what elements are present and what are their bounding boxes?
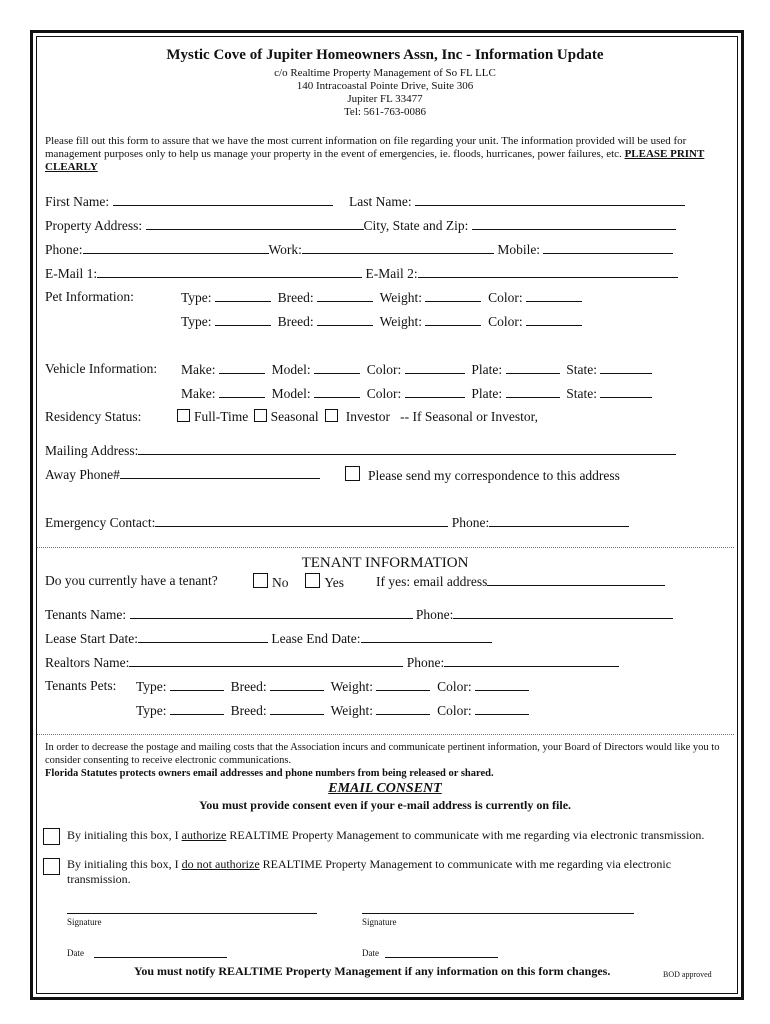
consent-subtitle: You must provide consent even if your e-mail address is currently on file. [198,798,572,812]
tenant-no-checkbox[interactable] [253,573,268,588]
vehicle2-model-field[interactable] [314,385,360,398]
tenant-pet1-weight-field[interactable] [376,678,430,691]
property-address-field[interactable] [146,217,364,230]
emergency-phone-field[interactable] [489,514,629,527]
date-label-2: Date [362,948,379,958]
tenant-section-title: TENANT INFORMATION [301,555,469,571]
pet-info-label: Pet Information: [45,289,134,304]
realtor-name-field[interactable] [129,654,403,667]
tenant-yes-no: No Yes [253,573,344,591]
city-state-zip-field[interactable] [472,217,676,230]
tenant-pet-row-2: Type: Breed: Weight: Color: [136,702,529,719]
last-name-row: Last Name: [349,193,685,210]
tenant-phone-field[interactable] [453,606,673,619]
pet-row-2: Type: Breed: Weight: Color: [181,313,582,330]
work-field[interactable] [302,241,494,254]
email-consent-title: EMAIL CONSENT [328,781,442,796]
pet1-weight-field[interactable] [425,289,481,302]
bod-approved: BOD approved [663,970,712,979]
first-name-field[interactable] [113,193,333,206]
tenant-pet1-type-field[interactable] [170,678,224,691]
date-line-2[interactable] [385,957,498,958]
residency-options: Full-Time Seasonal Investor -- If Seasonal or Investor, [177,409,538,425]
not-authorize-text: By initialing this box, I do not authorize REALTIME Property Management to communicate with me regarding via electronic transmission. [67,857,672,886]
authorize-initial-box[interactable] [43,828,60,845]
statute-notice: Florida Statutes protects owners email addresses and phone numbers from being released or shared. [45,768,494,779]
pet2-breed-field[interactable] [317,313,373,326]
realtors-row: Realtors Name: Phone: [45,654,619,671]
vehicle2-make-field[interactable] [219,385,265,398]
residency-label: Residency Status: [45,409,142,424]
vehicle-row-1: Make: Model: Color: Plate: State: [181,361,652,378]
date-line-1[interactable] [94,957,227,958]
vehicle1-color-field[interactable] [405,361,465,374]
lease-end-field[interactable] [361,630,492,643]
tenant-email-field[interactable] [487,573,665,586]
tenant-pet2-type-field[interactable] [170,702,224,715]
away-phone-field[interactable] [120,466,320,479]
signature-line-2[interactable] [362,913,634,914]
notify-footer: You must notify REALTIME Property Management if any information on this form changes. [134,964,611,978]
electronic-notice: In order to decrease the postage and mailing costs that the Association incurs and communicate pertinent information, your Board of Directors would like you to consider consenting to receive electronic communications. Florida Statutes protects owners email addresses and phone numbers from being released or shared. [45,742,720,779]
mailing-row: Mailing Address: [45,442,676,459]
realtor-phone-field[interactable] [444,654,619,667]
email2-field[interactable] [418,265,678,278]
vehicle1-plate-field[interactable] [506,361,560,374]
intro-text: Please fill out this form to assure that we have the most current information on file regarding your unit. The information provided will be used for management purposes only to help us manage your property in the event of emergencies, ie. floods, hurricanes, power failures, etc. PLEASE PRINT CLEARLY [45,135,705,173]
tenant-pet1-breed-field[interactable] [270,678,324,691]
first-name-row: First Name: [45,193,333,210]
away-phone-row: Away Phone# [45,466,320,483]
print-clearly: PLEASE PRINT CLEARLY [45,148,705,173]
emergency-contact-field[interactable] [155,514,448,527]
pet1-breed-field[interactable] [317,289,373,302]
emergency-row: Emergency Contact: Phone: [45,514,629,531]
vehicle2-plate-field[interactable] [506,385,560,398]
signature-label-2: Signature [362,917,397,927]
lease-row: Lease Start Date: Lease End Date: [45,630,492,647]
form-title: Mystic Cove of Jupiter Homeowners Assn, Inc - Information Update [166,47,604,63]
authorize-text: By initialing this box, I authorize REALTIME Property Management to communicate with me regarding via electronic transmission. [67,828,705,842]
signature-label-1: Signature [67,917,102,927]
tenant-name-field[interactable] [130,606,413,619]
not-authorize-initial-box[interactable] [43,858,60,875]
vehicle1-make-field[interactable] [219,361,265,374]
mailing-address-field[interactable] [138,442,676,455]
send-corr-row: Please send my correspondence to this address [345,466,620,484]
seasonal-checkbox[interactable] [254,409,267,422]
send-correspondence-checkbox[interactable] [345,466,360,481]
tenant-pet2-color-field[interactable] [475,702,529,715]
tenant-pet2-weight-field[interactable] [376,702,430,715]
email-row: E-Mail 1: E-Mail 2: [45,265,678,282]
property-address-row: Property Address: City, State and Zip: [45,217,676,234]
section-divider-2 [37,734,734,735]
full-time-checkbox[interactable] [177,409,190,422]
pet2-color-field[interactable] [526,313,582,326]
investor-checkbox[interactable] [325,409,338,422]
signature-line-1[interactable] [67,913,317,914]
pet2-weight-field[interactable] [425,313,481,326]
pet2-type-field[interactable] [215,313,271,326]
tenant-pet1-color-field[interactable] [475,678,529,691]
tenant-yes-checkbox[interactable] [305,573,320,588]
section-divider-1 [37,547,734,548]
mgmt-street: 140 Intracoastal Pointe Drive, Suite 306 [296,80,474,92]
date-label-1: Date [67,948,84,958]
mgmt-city: Jupiter FL 33477 [347,93,423,105]
tenant-pet-row-1: Type: Breed: Weight: Color: [136,678,529,695]
tenant-name-row: Tenants Name: Phone: [45,606,673,623]
lease-start-field[interactable] [138,630,268,643]
vehicle-row-2: Make: Model: Color: Plate: State: [181,385,652,402]
vehicle2-state-field[interactable] [600,385,652,398]
tenant-pets-label: Tenants Pets: [45,678,117,693]
mgmt-phone: Tel: 561-763-0086 [343,106,427,118]
vehicle2-color-field[interactable] [405,385,465,398]
vehicle1-model-field[interactable] [314,361,360,374]
tenant-pet2-breed-field[interactable] [270,702,324,715]
phone-field[interactable] [83,241,269,254]
phone-row: Phone: Work: Mobile: [45,241,673,258]
tenant-email-row: If yes: email address [376,573,665,590]
mobile-field[interactable] [543,241,673,254]
vehicle1-state-field[interactable] [600,361,652,374]
pet1-color-field[interactable] [526,289,582,302]
vehicle-info-label: Vehicle Information: [45,361,158,376]
pet-row-1: Type: Breed: Weight: Color: [181,289,582,306]
email1-field[interactable] [97,265,362,278]
pet1-type-field[interactable] [215,289,271,302]
mgmt-company: c/o Realtime Property Management of So FL LLC [274,67,496,79]
last-name-field[interactable] [415,193,685,206]
tenant-question: Do you currently have a tenant? [45,573,218,588]
